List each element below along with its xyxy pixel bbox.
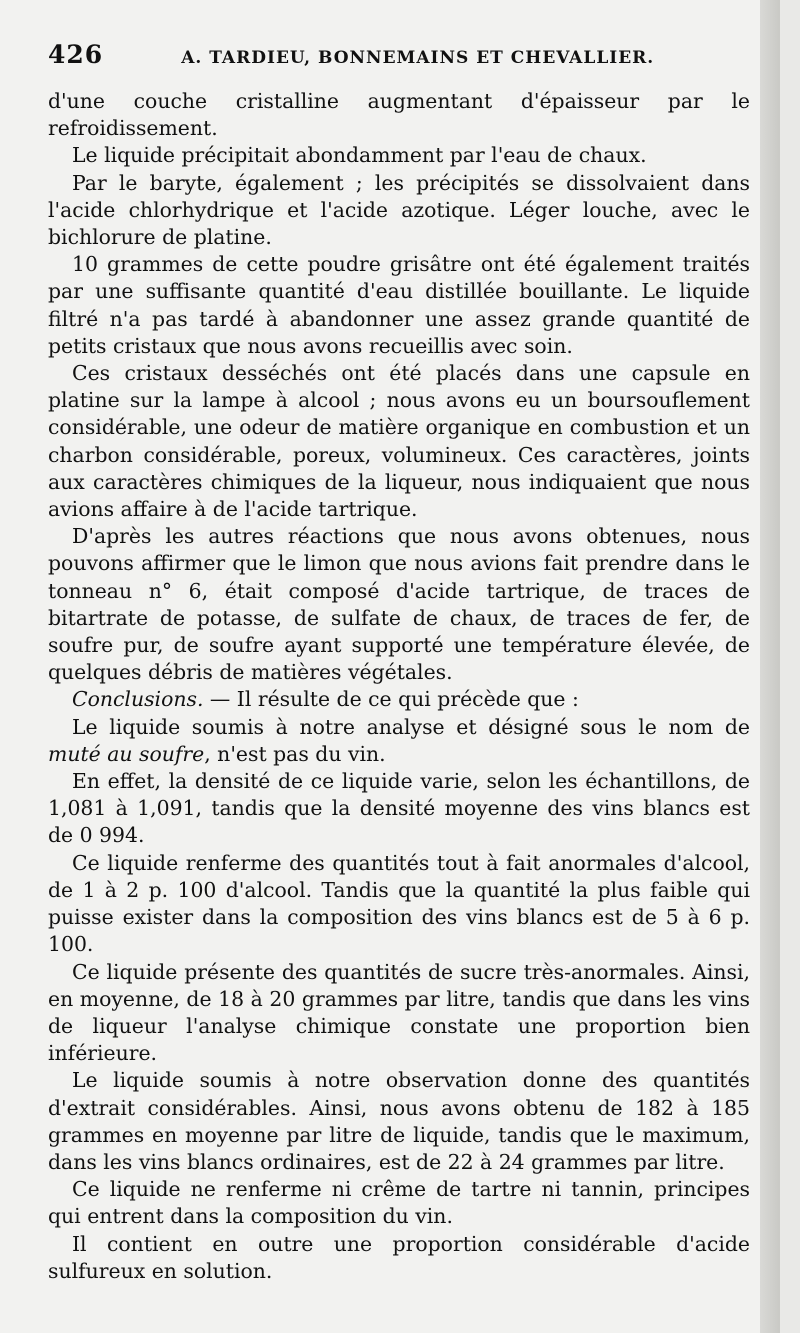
paragraph: Le liquide soumis à notre observation donne des quantités d'extrait considérables. Ainsi, nous avons obtenu de 182 à 185 grammes en moyenne par litre de liquide, tandis que le maximum, dans les vins blancs ordinaires, est de 22 à 24 grammes par litre. bbox=[48, 1068, 750, 1174]
paragraph: En effet, la densité de ce liquide varie, selon les échantillons, de 1,081 à 1,091, tandis que la densité moyenne des vins blancs est de 0 994. bbox=[48, 769, 750, 848]
conclusions-paragraph bbox=[48, 686, 750, 713]
page-edge bbox=[760, 0, 780, 1333]
muted-paragraph bbox=[48, 714, 750, 768]
page-number: 426 bbox=[48, 40, 104, 69]
body-text bbox=[48, 88, 750, 1285]
running-head: A. TARDIEU, BONNEMAINS ET CHEVALLIER. bbox=[181, 48, 655, 68]
paragraph: Ce liquide ne renferme ni crême de tartre ni tannin, principes qui entrent dans la composition du vin. bbox=[48, 1177, 750, 1229]
conclusions-text: — Il résulte de ce qui précède que : bbox=[203, 687, 579, 712]
paragraph: 10 grammes de cette poudre grisâtre ont été également traités par une suffisante quantité d'eau distillée bouillante. Le liquide filtré n'a pas tardé à abandonner une assez grande quantité de petits cristaux que nous avons recueillis avec soin. bbox=[48, 252, 750, 358]
page-header bbox=[48, 40, 750, 88]
paragraph: Ce liquide présente des quantités de sucre très-anormales. Ainsi, en moyenne, de 18 à 20 grammes par litre, tandis que dans les vins de liqueur l'analyse chimique constate une proportion bien inférieure. bbox=[48, 959, 750, 1066]
paragraph: Ces cristaux desséchés ont été placés dans une capsule en platine sur la lampe à alcool ; nous avons eu un boursouflement considérable, une odeur de matière organique en combustion et un charbon considérable, poreux, volumineux. Ces caractères, joints aux caractères chimiques de la liqueur, nous indiquaient que nous avions affaire à de l'acide tartrique. bbox=[48, 361, 750, 522]
paragraph: Le liquide précipitait abondamment par l'eau de chaux. bbox=[72, 143, 647, 168]
paragraph: Par le baryte, également ; les précipités se dissolvaient dans l'acide chlorhydrique et l'acide azotique. Léger louche, avec le bichlorure de platine. bbox=[48, 170, 750, 250]
muted-italic: muté au soufre bbox=[48, 741, 205, 766]
muted-after: , n'est pas du vin. bbox=[204, 741, 386, 766]
paragraph: d'une couche cristalline augmentant d'épaisseur par le refroidissement. bbox=[48, 89, 750, 141]
paragraph: Il contient en outre une proportion considérable d'acide sulfureux en solution. bbox=[48, 1231, 750, 1283]
muted-before: Le liquide soumis à notre analyse et désigné sous le nom de bbox=[72, 714, 750, 739]
paragraph: D'après les autres réactions que nous avons obtenues, nous pouvons affirmer que le limon que nous avions fait prendre dans le tonneau n° 6, était composé d'acide tartrique, de traces de bitartrate de potasse, de sulfate de chaux, de traces de fer, de soufre pur, de soufre ayant supporté une température élevée, de quelques débris de matières végétales. bbox=[48, 524, 750, 685]
paragraph: Ce liquide renferme des quantités tout à fait anormales d'alcool, de 1 à 2 p. 100 d'alcool. Tandis que la quantité la plus faible qui puisse exister dans la composition des vins blancs est de 5 à 6 p. 100. bbox=[48, 850, 750, 957]
conclusions-label: Conclusions. bbox=[72, 687, 204, 712]
